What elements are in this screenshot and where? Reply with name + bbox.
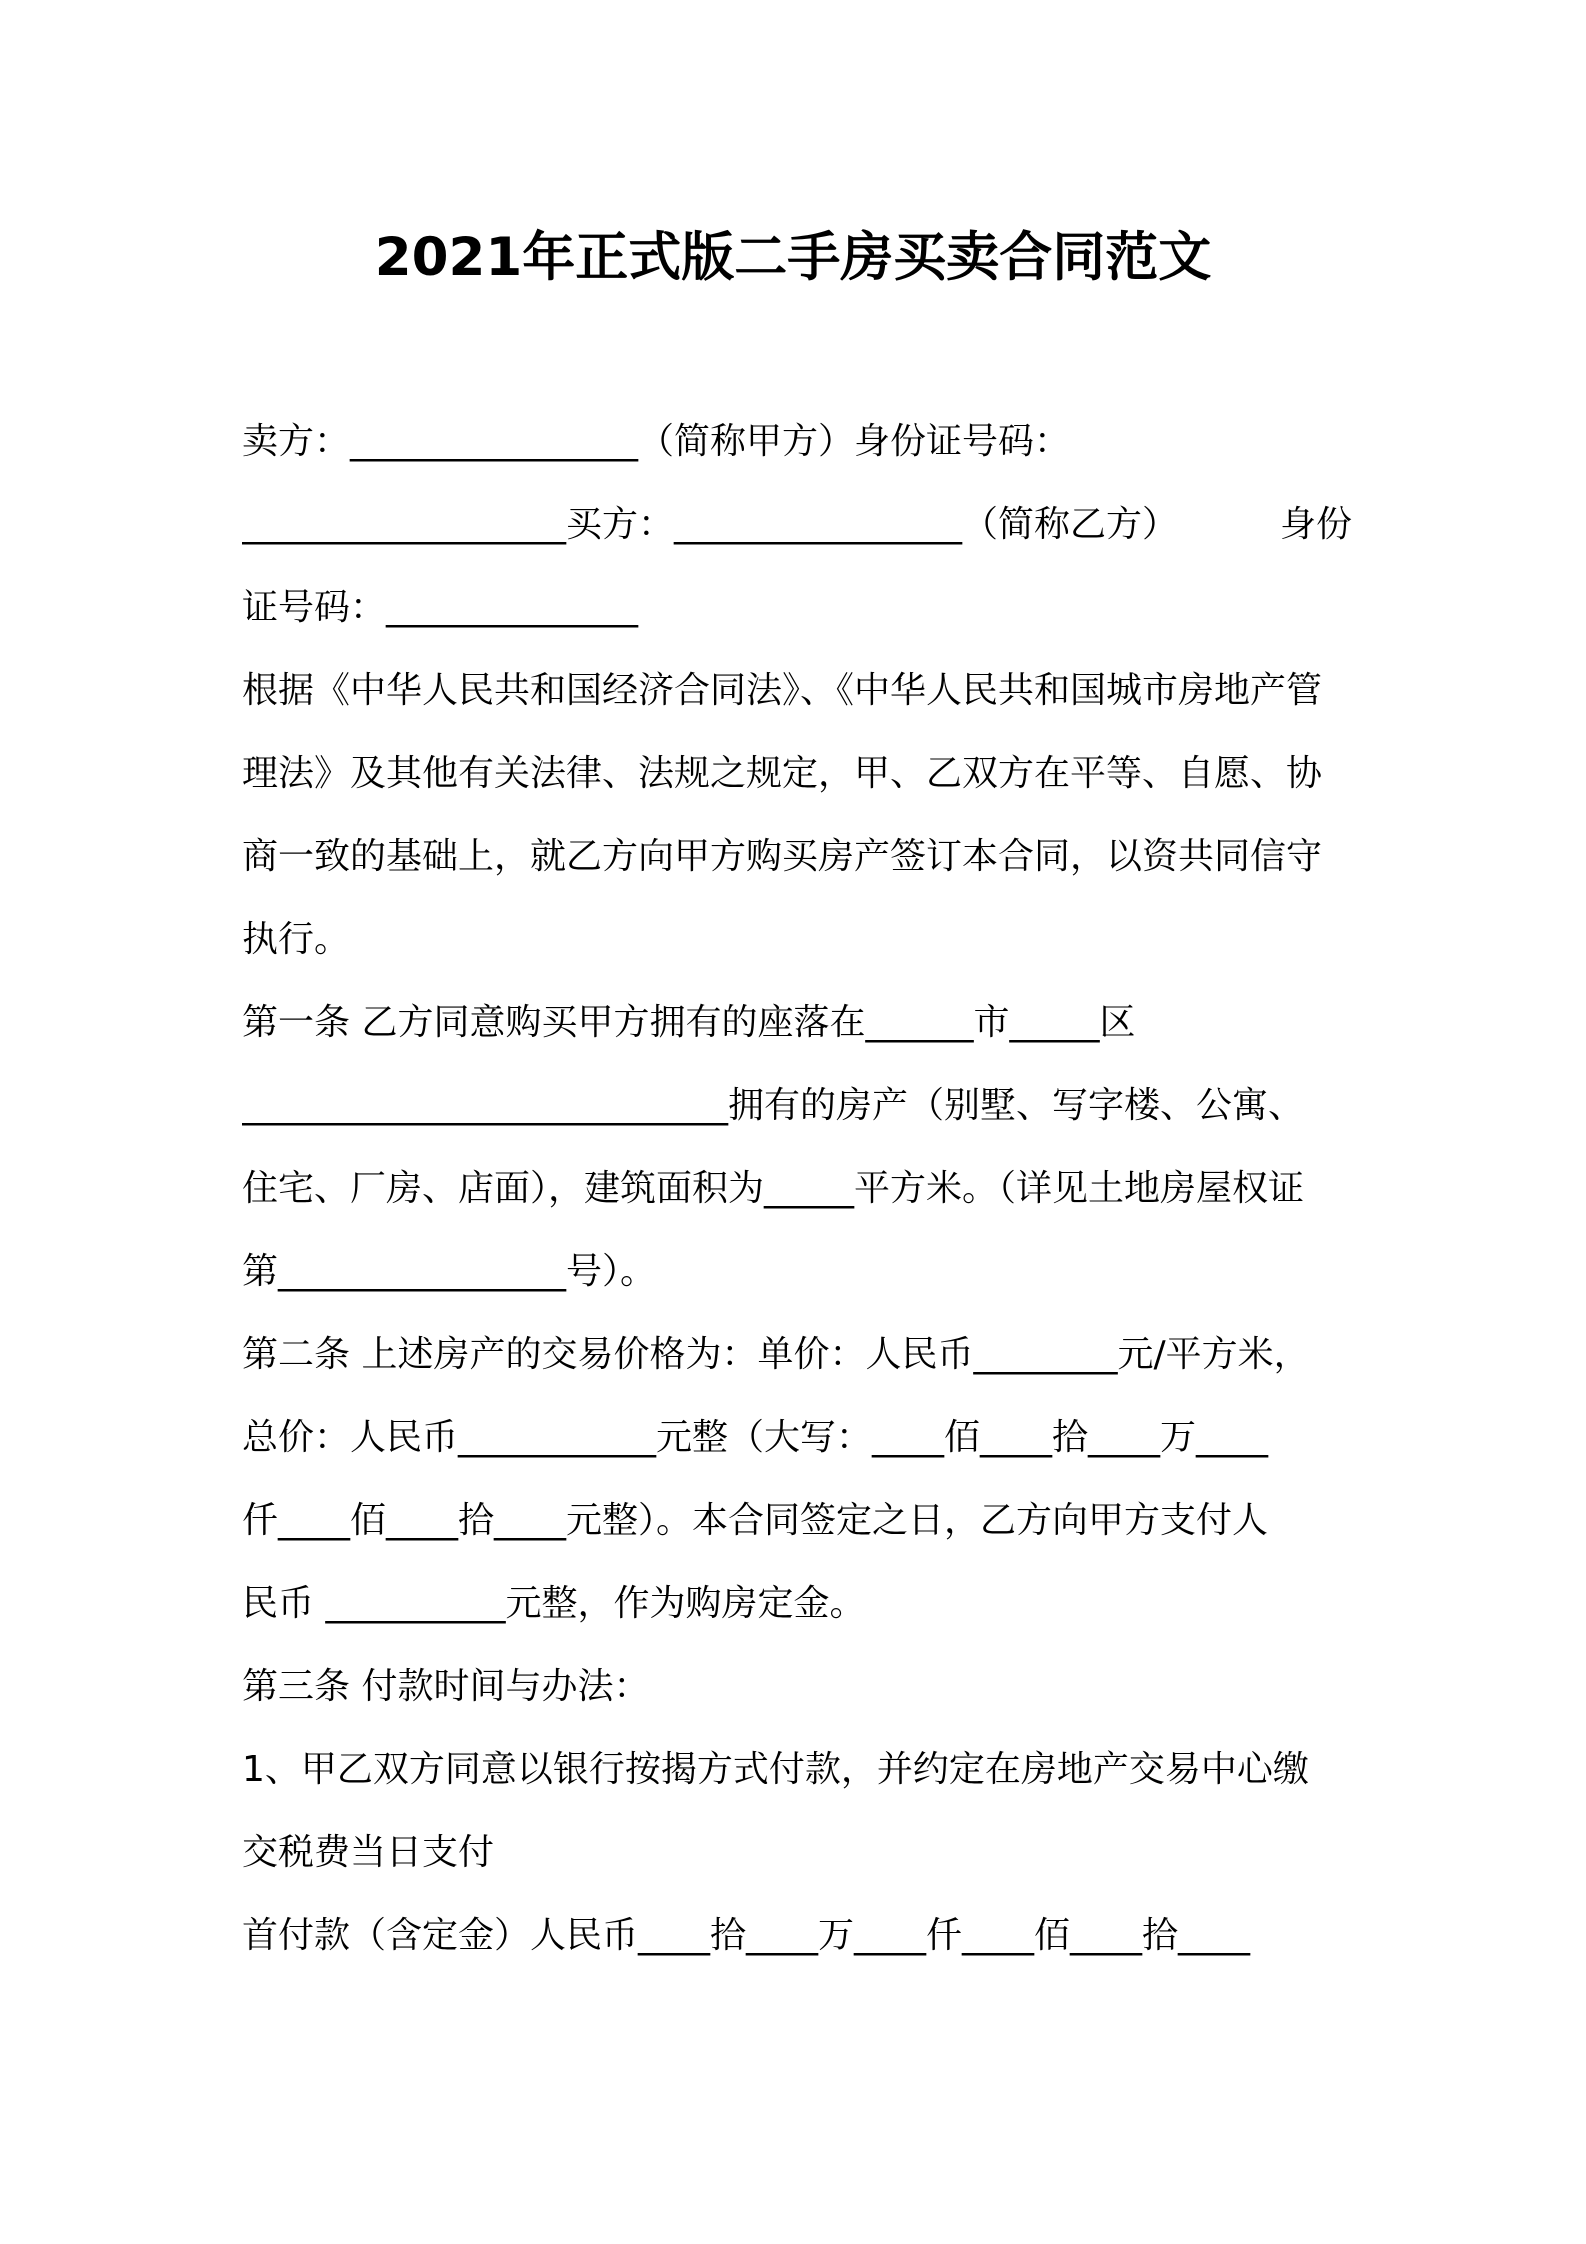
paragraph-line: 根据《中华人民共和国经济合同法》、《中华人民共和国城市房地产管	[242, 670, 1323, 711]
paragraph-line	[242, 483, 1352, 566]
paragraph-line: 第一条 乙方同意购买甲方拥有的座落在______市_____区	[242, 1002, 1136, 1043]
paragraph-line: 1、甲乙双方同意以银行按揭方式付款，并约定在房地产交易中心缴	[242, 1749, 1309, 1790]
paragraph-line: 民币 __________元整，作为购房定金。	[242, 1583, 866, 1624]
paragraph-line: 第二条 上述房产的交易价格为：单价：人民币________元/平方米，	[242, 1334, 1310, 1375]
paragraph-line: 商一致的基础上，就乙方向甲方购买房产签订本合同，以资共同信守	[242, 836, 1323, 877]
document-body	[242, 400, 1352, 1977]
paragraph-line: 总价：人民币___________元整（大写：____佰____拾____万____	[242, 1417, 1269, 1458]
paragraph-line: 执行。	[242, 919, 351, 960]
paragraph-line: 理法》及其他有关法律、法规之规定，甲、乙双方在平等、自愿、协	[242, 753, 1323, 794]
paragraph-line: 仟____佰____拾____元整）。本合同签定之日，乙方向甲方支付人	[242, 1500, 1269, 1541]
paragraph-line: 第三条 付款时间与办法：	[242, 1666, 650, 1707]
paragraph-line: 住宅、厂房、店面），建筑面积为_____平方米。（详见土地房屋权证	[242, 1168, 1305, 1209]
paragraph-line: 交税费当日支付	[242, 1832, 495, 1873]
line-segment: 身份	[1279, 504, 1352, 545]
line-segment: __________________买方：________________（简称乙方）	[242, 504, 1179, 545]
page-title: 2021年正式版二手房买卖合同范文	[374, 227, 1212, 288]
paragraph-line: 首付款（含定金）人民币____拾____万____仟____佰____拾____	[242, 1915, 1251, 1956]
paragraph-line: ___________________________拥有的房产（别墅、写字楼、公寓、	[242, 1085, 1305, 1126]
paragraph-line: 证号码：______________	[242, 587, 639, 628]
paragraph-line: 卖方：________________（简称甲方）身份证号码：	[242, 421, 1071, 462]
paragraph-line: 第________________号）。	[242, 1251, 657, 1292]
